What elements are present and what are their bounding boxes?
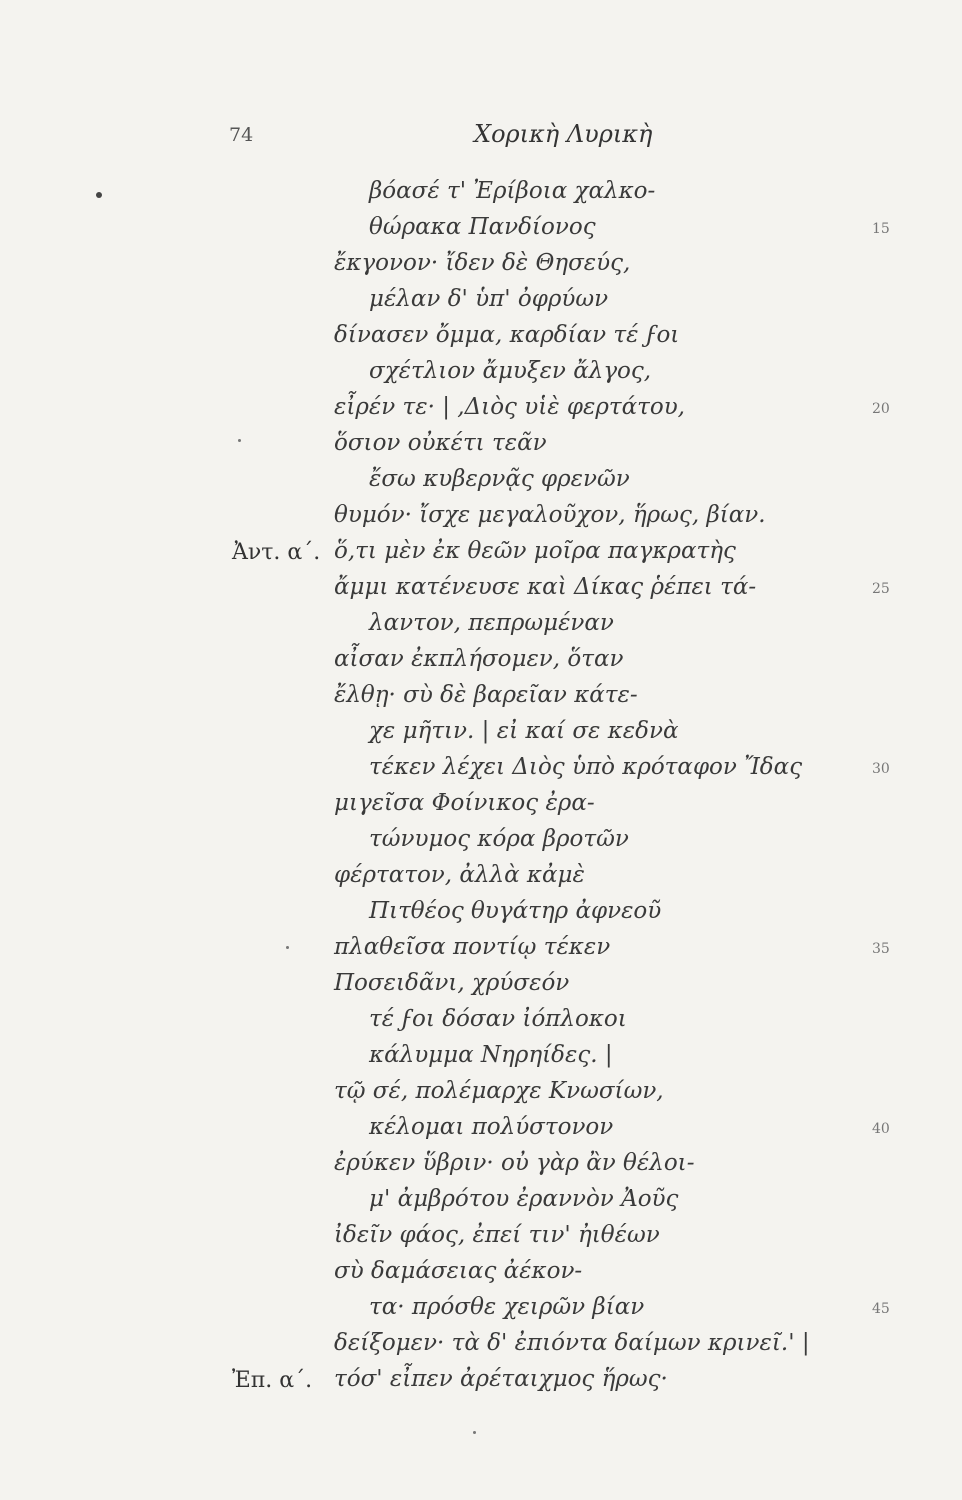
verse-line: χε μῆτιν. | εἰ καί σε κεδνὰ (369, 718, 679, 744)
running-title: Χορικὴ Λυρικὴ (474, 120, 653, 148)
line-number: 45 (872, 1301, 890, 1317)
verse-line: εἶρέν τε· | ,Διὸς υἱὲ φερτάτου, (334, 394, 685, 420)
verse-line: ὅ,τι μὲν ἐκ θεῶν μοῖρα παγκρατὴς (334, 538, 736, 564)
section-label-antistrophe: Ἀντ. α΄. (232, 540, 321, 565)
verse-line: ἄμμι κατένευσε καὶ Δίκας ῥέπει τά- (334, 574, 757, 600)
line-number: 15 (872, 221, 890, 237)
verse-line: κέλομαι πολύστονον (369, 1114, 614, 1140)
verse-line: δίνασεν ὄμμα, καρδίαν τέ ϝοι (334, 322, 680, 348)
ink-speck (238, 439, 241, 442)
verse-line: σχέτλιον ἄμυξεν ἄλγος, (369, 358, 652, 384)
verse-line: ἔκγονον· ἴδεν δὲ Θησεύς, (334, 250, 631, 276)
line-number: 35 (872, 941, 890, 957)
verse-line: Ποσειδᾶνι, χρύσεόν (334, 970, 570, 996)
verse-line: Πιτθέος θυγάτηρ ἀφνεοῦ (369, 898, 662, 924)
verse-line: ὅσιον οὐκέτι τεᾶν (334, 430, 547, 456)
verse-line: τέκεν λέχει Διὸς ὑπὸ κρόταφον Ἴδας (369, 754, 803, 780)
ink-speck (286, 946, 289, 949)
line-number: 25 (872, 581, 890, 597)
verse-line: τώνυμος κόρα βροτῶν (369, 826, 629, 852)
verse-line: βόασέ τ' Ἐρίβοια χαλκο- (369, 178, 656, 204)
section-label-epode: Ἐπ. α΄. (232, 1368, 313, 1393)
verse-line: μ' ἀμβρότου ἐραννὸν Ἀοῦς (369, 1186, 679, 1212)
verse-line: θώρακα Πανδίονος (369, 214, 596, 240)
verse-line: ἔσω κυβερνᾷς φρενῶν (369, 466, 630, 492)
verse-line: τῷ σέ, πολέμαρχε Κνωσίων, (334, 1078, 664, 1104)
line-number: 20 (872, 401, 890, 417)
verse-line: ἐρύκεν ὕβριν· οὐ γὰρ ἂν θέλοι- (334, 1150, 695, 1176)
verse-line: τα· πρόσθε χειρῶν βίαν (369, 1294, 645, 1320)
line-number: 30 (872, 761, 890, 777)
verse-line: ἔλθῃ· σὺ δὲ βαρεῖαν κάτε- (334, 682, 638, 708)
verse-line: σὺ δαμάσειας ἀέκον- (334, 1258, 583, 1284)
verse-line: τόσ' εἶπεν ἀρέταιχμος ἥρως· (334, 1366, 668, 1392)
line-number: 40 (872, 1121, 890, 1137)
ink-speck (96, 192, 102, 198)
verse-line: κάλυμμα Νηρηίδες. | (369, 1042, 613, 1068)
verse-line: ἰδεῖν φάος, ἐπεί τιν' ἠιθέων (334, 1222, 660, 1248)
verse-line: λαντον, πεπρωμέναν (369, 610, 614, 636)
verse-line: πλαθεῖσα ποντίῳ τέκεν (334, 934, 611, 960)
page-number: 74 (229, 124, 254, 146)
verse-line: φέρτατον, ἀλλὰ κἀμὲ (334, 862, 585, 888)
ink-speck (473, 1431, 476, 1434)
verse-line: δείξομεν· τὰ δ' ἐπιόντα δαίμων κρινεῖ.' | (334, 1330, 810, 1356)
verse-line: θυμόν· ἴσχε μεγαλοῦχον, ἥρως, βίαν. (334, 502, 766, 528)
verse-line: μέλαν δ' ὑπ' ὀφρύων (369, 286, 609, 312)
verse-line: τέ ϝοι δόσαν ἰόπλοκοι (369, 1006, 627, 1032)
verse-line: μιγεῖσα Φοίνικος ἐρα- (334, 790, 595, 816)
verse-line: αἶσαν ἐκπλήσομεν, ὅταν (334, 646, 624, 672)
